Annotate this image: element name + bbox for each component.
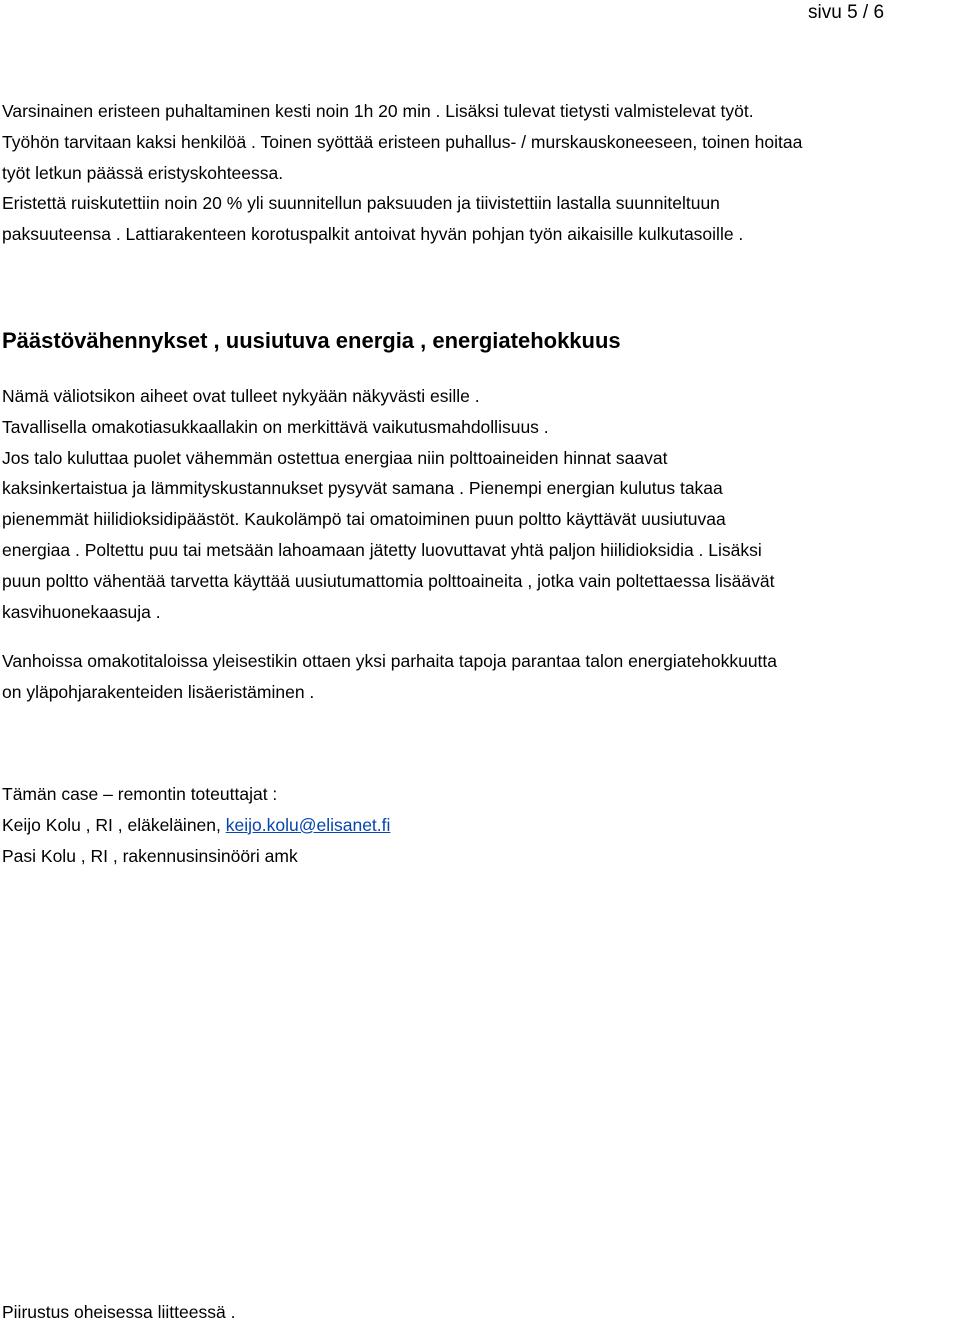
section-heading: Päästövähennykset , uusiutuva energia , energiatehokkuus [2, 328, 621, 353]
email-link[interactable]: keijo.kolu@elisanet.fi [225, 814, 391, 835]
paragraph-line: energiaa . Poltettu puu tai metsään lahoamaan jätetty luovuttavat yhtä paljon hiilidioksidia . Lisäksi [2, 539, 762, 560]
paragraph-line: Vanhoissa omakotitaloissa yleisestikin ottaen yksi parhaita tapoja parantaa talon energiatehokkuutta [2, 651, 778, 671]
page-number: sivu 5 / 6 [808, 2, 885, 23]
paragraph-line: pienemmät hiilidioksidipäästöt. Kaukolämpö tai omatoiminen puun poltto käyttävät uusiutuvaa [2, 509, 726, 530]
credits-title: Tämän case – remontin toteuttajat : [2, 784, 278, 804]
energy-paragraph [2, 646, 956, 708]
paragraph-line: kasvihuonekaasuja . [2, 601, 161, 622]
paragraph-line: Nämä väliotsikon aiheet ovat tulleet nykyään näkyvästi esille . [2, 386, 480, 406]
paragraph-line: kaksinkertaistua ja lämmityskustannukset pysyvät samana . Pienempi energian kulutus takaa [2, 478, 723, 499]
paragraph-line: Varsinainen eristeen puhaltaminen kesti noin 1h 20 min . Lisäksi tulevat tietysti valmistelevat työt. [2, 101, 754, 121]
paragraph-line: Tavallisella omakotiasukkaallakin on merkittävä vaikutusmahdollisuus . [2, 416, 549, 437]
footer-note: Piirustus oheisessa liitteessä . [2, 1302, 236, 1322]
paragraph-line: työt letkun päässä eristyskohteessa. [2, 162, 284, 183]
paragraph-line: paksuuteensa . Lattiarakenteen korotuspalkit antoivat hyvän pohjan työn aikaisille kulkutasoille . [2, 224, 744, 245]
paragraph-line: Jos talo kuluttaa puolet vähemmän ostettua energiaa niin polttoaineiden hinnat saavat [2, 447, 668, 468]
credits-block [2, 779, 956, 871]
paragraph-line: Eristettä ruiskutettiin noin 20 % yli suunnitellun paksuuden ja tiivistettiin lastalla suunniteltuun [2, 193, 720, 214]
credits-person-1 [2, 810, 956, 841]
credits-person-2: Pasi Kolu , RI , rakennusinsinööri amk [2, 845, 298, 866]
paragraph-line: Työhön tarvitaan kaksi henkilöä . Toinen syöttää eristeen puhallus- / murskauskoneeseen, toinen hoitaa [2, 131, 803, 152]
paragraph-line: puun poltto vähentää tarvetta käyttää uusiutumattomia polttoaineita , jotka vain poltettaessa lisäävät [2, 570, 775, 591]
paragraph-line: on yläpohjarakenteiden lisäeristäminen . [2, 681, 315, 702]
section-paragraph [2, 381, 956, 627]
person-1-text: Keijo Kolu , RI , eläkeläinen, [2, 814, 226, 835]
intro-paragraph [2, 96, 956, 250]
